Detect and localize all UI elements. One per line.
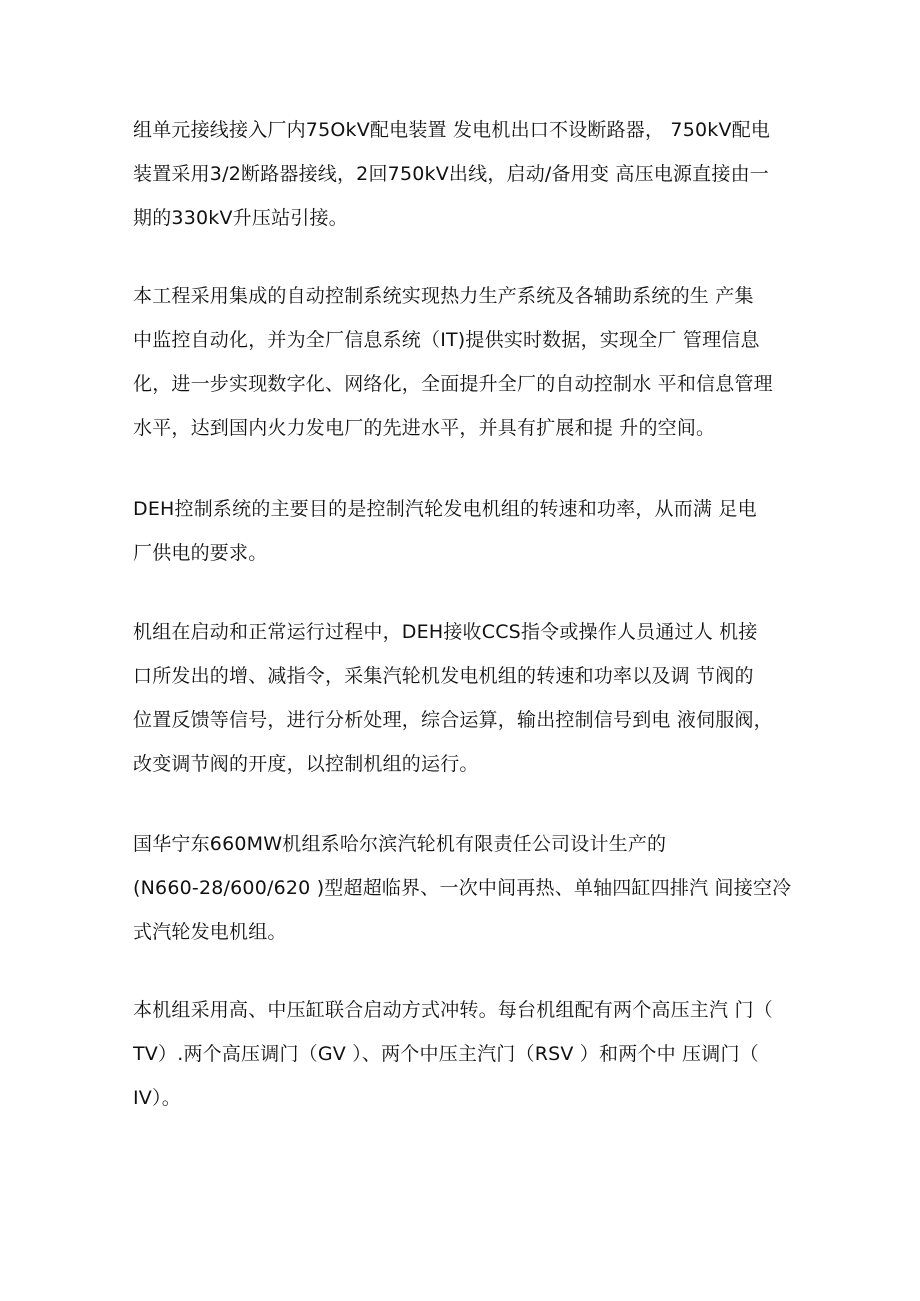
text-line: 组单元接线接入厂内75OkV配电装置 发电机出口不设断路器， 750kV配电 bbox=[133, 119, 771, 141]
text-line: 中监控自动化，并为全厂信息系统（IT)提供实时数据，实现全厂 管理信息 bbox=[133, 329, 760, 351]
text-line: IV）。 bbox=[133, 1087, 181, 1109]
text-line: 厂供电的要求。 bbox=[133, 542, 268, 564]
text-line: 装置采用3/2断路器接线，2回750kV出线，启动/备用变 高压电源直接由一 bbox=[133, 163, 769, 185]
text-line: 国华宁东660MW机组系哈尔滨汽轮机有限责任公司设计生产的 bbox=[133, 833, 667, 855]
text-line: DEH控制系统的主要目的是控制汽轮发电机组的转速和功率，从而满 足电 bbox=[133, 498, 757, 520]
text-line: 水平，达到国内火力发电厂的先进水平，并具有扩展和提 升的空间。 bbox=[133, 417, 716, 439]
paragraph-turbine-model bbox=[133, 822, 793, 954]
text-line: 化，进一步实现数字化、网络化，全面提升全厂的自动控制水 平和信息管理 bbox=[133, 373, 773, 395]
text-line: 位置反馈等信号，进行分析处理，综合运算，输出控制信号到电 液伺服阀， bbox=[133, 709, 773, 731]
paragraph-startup-valves bbox=[133, 988, 793, 1120]
text-line: 机组在启动和正常运行过程中，DEH接收CCS指令或操作人员通过人 机接 bbox=[133, 621, 758, 643]
text-line: 本机组采用高、中压缸联合启动方式冲转。每台机组配有两个高压主汽 门（ bbox=[133, 999, 773, 1021]
text-line: 改变调节阀的开度，以控制机组的运行。 bbox=[133, 753, 479, 775]
text-line: TV）.两个高压调门（GV ）、两个中压主汽门（RSV ）和两个中 压调门（ bbox=[133, 1043, 759, 1065]
text-line: 本工程采用集成的自动控制系统实现热力生产系统及各辅助系统的生 产集 bbox=[133, 285, 754, 307]
paragraph-main-wiring bbox=[133, 108, 793, 240]
paragraph-deh-operation bbox=[133, 610, 793, 786]
text-line: 式汽轮发电机组。 bbox=[133, 921, 287, 943]
paragraph-deh-purpose bbox=[133, 487, 793, 575]
paragraph-control-system bbox=[133, 274, 793, 450]
text-line: (N660-28/600/620 )型超超临界、一次中间再热、单轴四缸四排汽 间接空冷 bbox=[133, 877, 792, 899]
text-line: 口所发出的增、减指令，采集汽轮机发电机组的转速和功率以及调 节阀的 bbox=[133, 665, 754, 687]
text-line: 期的330kV升压站引接。 bbox=[133, 207, 348, 229]
